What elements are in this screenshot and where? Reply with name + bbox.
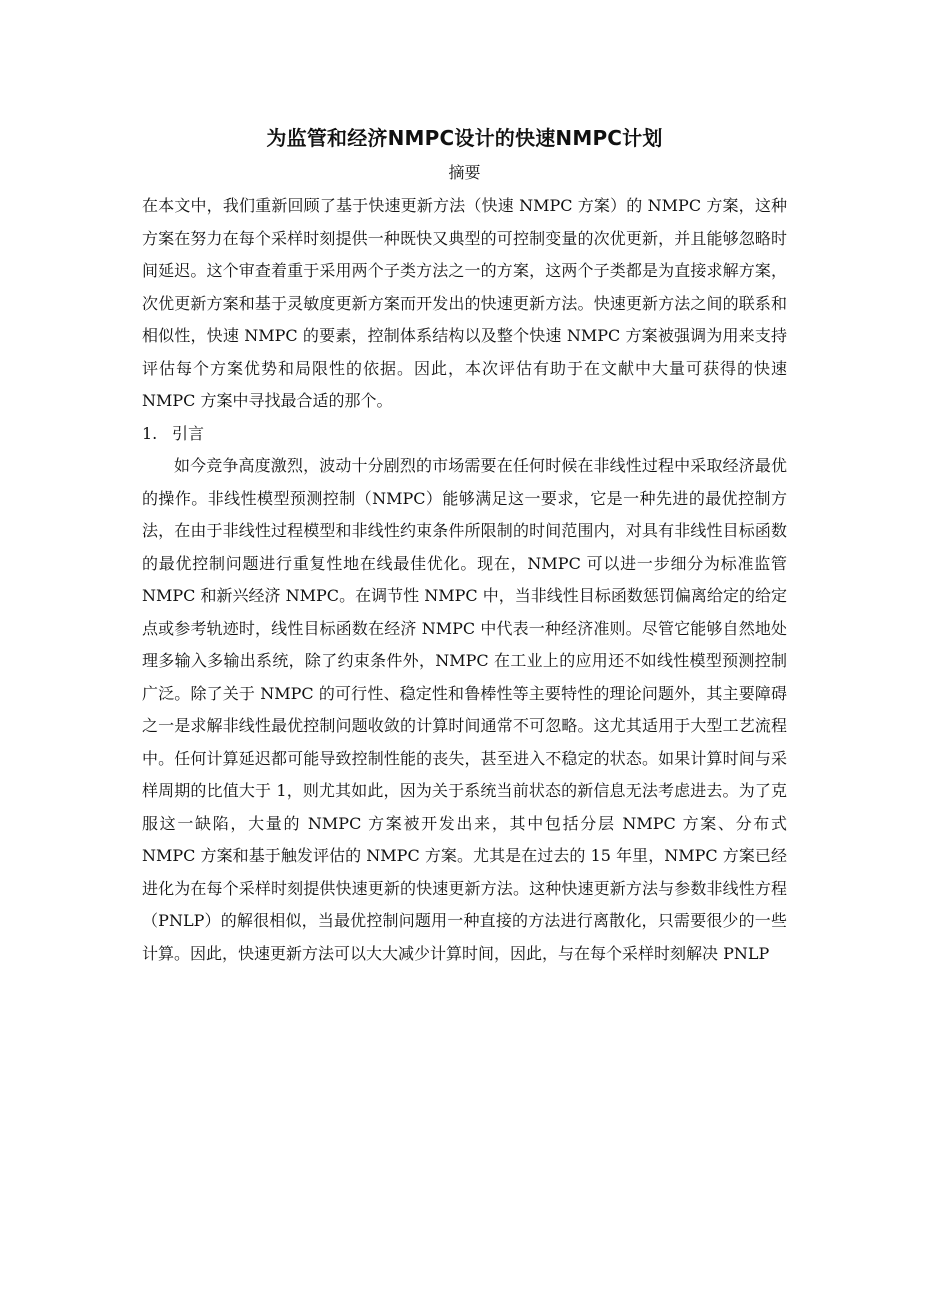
section-title: 引言: [172, 423, 205, 443]
document-page: [142, 120, 787, 970]
section-number: 1.: [142, 423, 158, 443]
introduction-paragraph: 如今竞争高度激烈，波动十分剧烈的市场需要在任何时候在非线性过程中采取经济最优的操作。非线性模型预测控制（NMPC）能够满足这一要求，它是一种先进的最优控制方法，在由于非线性过程模型和非线性约束条件所限制的时间范围内，对具有非线性目标函数的最优控制问题进行重复性地在线最佳优化。现在，NMPC 可以进一步细分为标准监管 NMPC 和新兴经济 NMPC。在调节性 NMPC 中，当非线性目标函数惩罚偏离给定的给定点或参考轨迹时，线性目标函数在经济 NMPC 中代表一种经济准则。尽管它能够自然地处理多输入多输出系统，除了约束条件外，NMPC 在工业上的应用还不如线性模型预测控制广泛。除了关于 NMPC 的可行性、稳定性和鲁棒性等主要特性的理论问题外，其主要障碍之一是求解非线性最优控制问题收敛的计算时间通常不可忽略。这尤其适用于大型工艺流程中。任何计算延迟都可能导致控制性能的丧失，甚至进入不稳定的状态。如果计算时间与采样周期的比值大于 1，则尤其如此，因为关于系统当前状态的新信息无法考虑进去。为了克服这一缺陷，大量的 NMPC 方案被开发出来，其中包括分层 NMPC 方案、分布式 NMPC 方案和基于触发评估的 NMPC 方案。尤其是在过去的 15 年里，NMPC 方案已经进化为在每个采样时刻提供快速更新的快速更新方法。这种快速更新方法与参数非线性方程（PNLP）的解很相似，当最优控制问题用一种直接的方法进行离散化，只需要很少的一些计算。因此，快速更新方法可以大大减少计算时间，因此，与在每个采样时刻解决 PNLP: [142, 456, 787, 963]
abstract-heading: 摘要: [448, 163, 481, 182]
abstract-paragraph: 在本文中，我们重新回顾了基于快速更新方法（快速 NMPC 方案）的 NMPC 方案，这种方案在努力在每个采样时刻提供一种既快又典型的可控制变量的次优更新，并且能够忽略时间延迟。这个审查着重于采用两个子类方法之一的方案，这两个子类都是为直接求解方案，次优更新方案和基于灵敏度更新方案而开发出的快速更新方法。快速更新方法之间的联系和相似性，快速 NMPC 的要素，控制体系结构以及整个快速 NMPC 方案被强调为用来支持评估每个方案优势和局限性的依据。因此，本次评估有助于在文献中大量可获得的快速 NMPC 方案中寻找最合适的那个。: [142, 196, 787, 410]
document-title: 为监管和经济NMPC设计的快速NMPC计划: [266, 126, 663, 150]
section-heading-introduction: [142, 418, 787, 451]
